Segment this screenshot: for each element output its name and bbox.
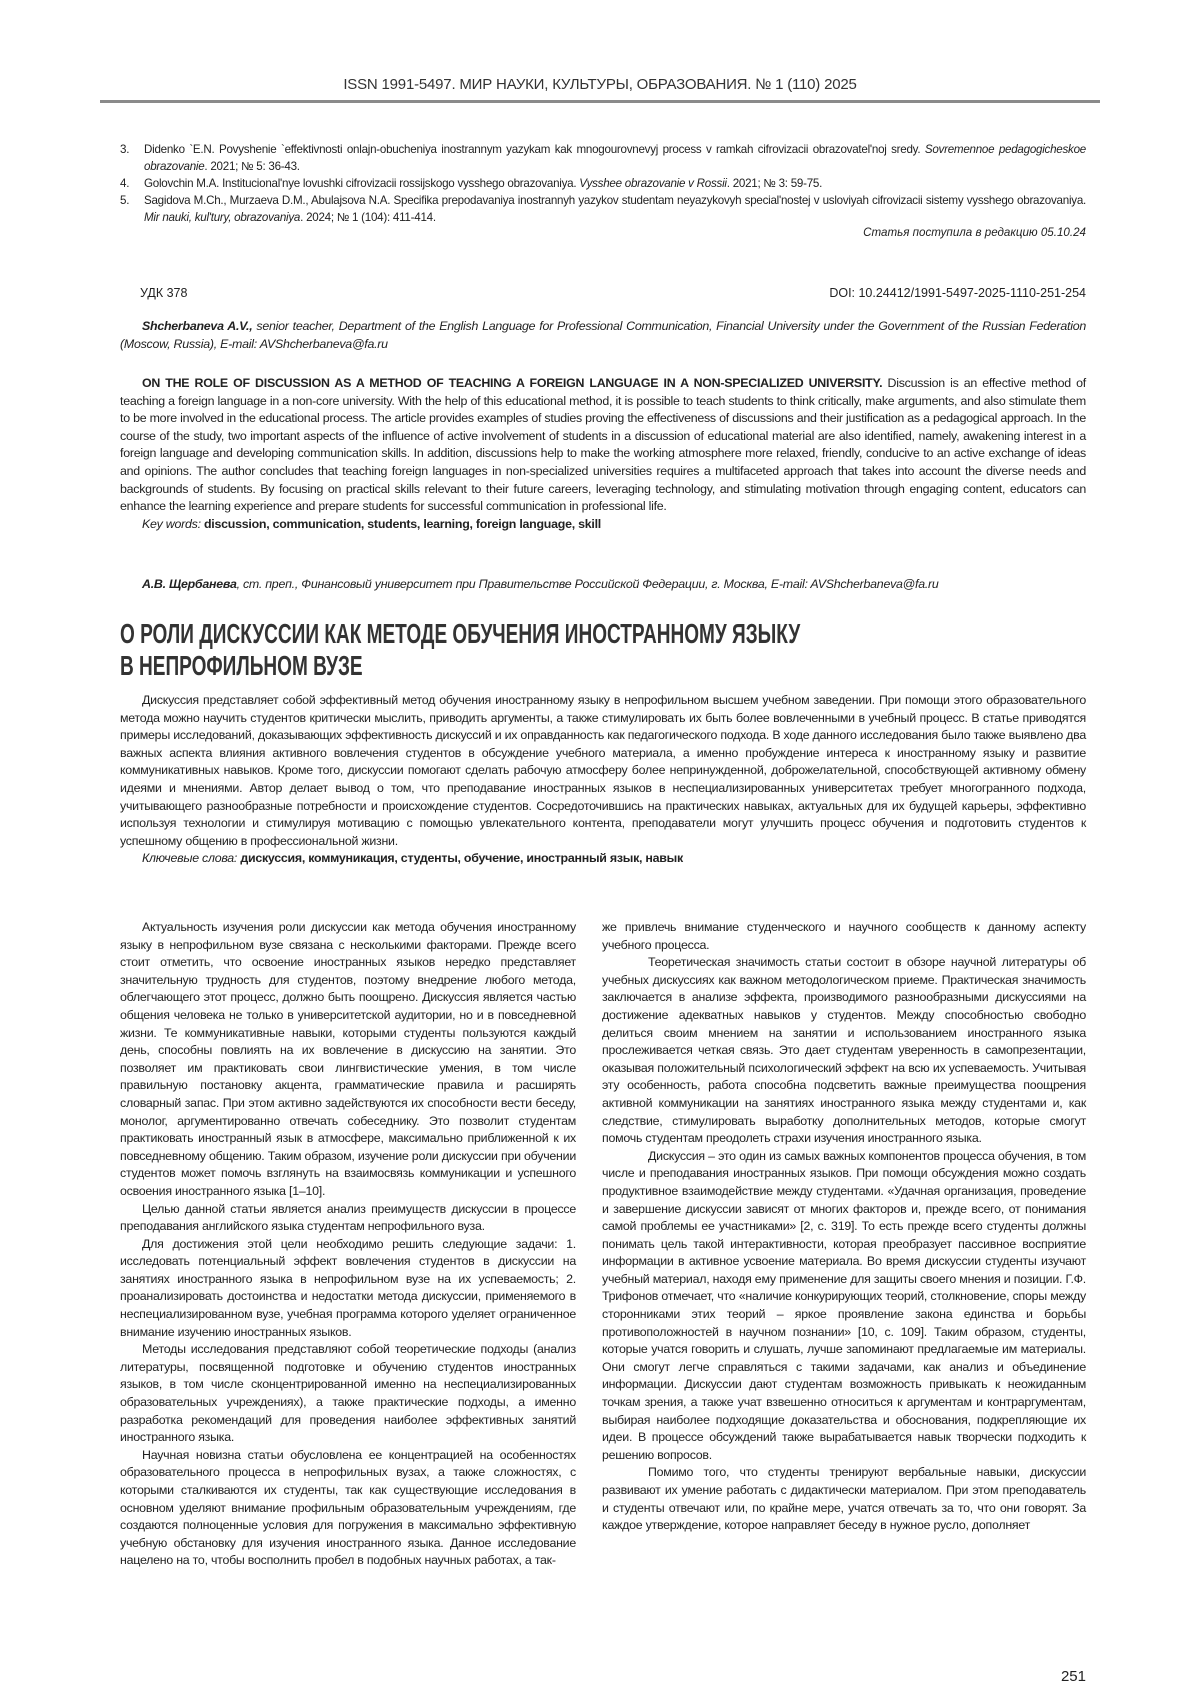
reference-text xyxy=(144,141,1086,175)
reference-item xyxy=(120,175,1086,192)
ru-abstract-text: Дискуссия представляет собой эффективный метод обучения иностранному языку в непрофильном высшем учебном заведении. При помощи этого образовательного метода можно научить студентов критически мыслить, приводить аргументы, а также стимулировать их быть более вовлеченными в учебный процесс. В статье приводятся примеры исследований, доказывающих эффективность дискуссий и их оправданность как педагогического подхода. В ходе данного исследования было также выявлено два важных аспекта влияния активного вовлечения студентов в обсуждение учебного материала, а именно пробуждение интереса к иностранному языку и развитие коммуникативных навыков. Кроме того, дискуссии помогают сделать рабочую атмосферу более непринужденной, доброжелательной, способствующей активному обмену идеями и мнениями. Автор делает вывод о том, что преподавание иностранных языков в неспециализированных университетах требует многогранного подхода, учитывающего разнообразные потребности и происхождение студентов. Сосредоточившись на практических навыках, актуальных для их будущей карьеры, эффективно используя технологии и стимулируя мотивацию с помощью увлекательного контента, преподаватели могут улучшить процесс обучения и подготовить студентов к успешному общению в профессиональной жизни. xyxy=(120,693,1086,848)
reference-item xyxy=(120,141,1086,175)
body-paragraph: Методы исследования представляют собой теоретические подходы (анализ литературы, посвященной подготовке и обучению студентов иностранных языков, в том числе сконцентрированной именно на неспециализированных образовательных учреждениях), а также практические подходы, а именно разработка рекомендаций для проведения наиболее эффективных занятий иностранного языка. xyxy=(120,1342,576,1445)
en-author-affiliation: senior teacher, Department of the English Language for Professional Communication, Financial University under the Government of the Russian Federation (Moscow, Russia), E-mail: AVShcherbaneva@fa.ru xyxy=(120,319,1087,351)
body-paragraph: Для достижения этой цели необходимо решить следующие задачи: 1. исследовать потенциальный эффект вовлечения студентов в дискуссии на занятиях иностранного языка в непрофильном вузе на их успеваемость; 2. проанализировать достоинства и недостатки метода дискуссии, применяемого в неспециализированном вузе, учебная программа которого уделяет ограниченное внимание изучению иностранных языков. xyxy=(120,1236,576,1339)
en-author-info xyxy=(120,318,1086,353)
reference-body: Didenko `E.N. Povyshenie `effektivnosti onlajn-obucheniya inostrannym yazykam kak mnogourovnevyj process v ramkah cifrovizacii obrazovatel'noj sredy. xyxy=(144,143,925,156)
body-paragraph: Целью данной статьи является анализ преимуществ дискуссии в процессе преподавания английского языка студентам непрофильного вуза. xyxy=(120,1201,576,1234)
received-date: Статья поступила в редакцию 05.10.24 xyxy=(863,226,1086,239)
reference-source: Sovremennoe pedagogicheskoe obrazovanie xyxy=(144,143,1086,173)
reference-item xyxy=(120,192,1086,226)
page-number: 251 xyxy=(1060,1668,1086,1685)
reference-tail: . 2024; № 1 (104): 411-414. xyxy=(300,211,436,224)
body-column-right xyxy=(602,919,1086,1535)
body-paragraph: Помимо того, что студенты тренируют вербальные навыки, дискуссии развивают их умение работать с дидактически материалом. При этом преподаватель и студенты отвечают или, по крайне мере, учатся отвечать за то, что они говорят. За каждое утверждение, которое направляет беседу в нужное русло, дополняет xyxy=(602,1465,1086,1533)
en-keywords: discussion, communication, students, learning, foreign language, skill xyxy=(200,516,601,531)
ru-keywords: дискуссия, коммуникация, студенты, обучение, иностранный язык, навык xyxy=(237,851,683,866)
body-paragraph: Дискуссия – это один из самых важных компонентов процесса обучения, в том числе и преподавания иностранных языков. При помощи обсуждения можно создать продуктивное взаимодействие между студентами. «Удачная организация, проведение и завершение дискуссии зависят от многих факторов и, прежде всего, от понимания самой проблемы ее участниками» [2, с. 319]. То есть прежде всего студенты должны понимать цель такой интерактивности, которая преобразует пассивное восприятие информации в активное усвоение материала. Во время дискуссии студенты изучают учебный материал, находя ему применение для защиты своего мнения и позиции. Г.Ф. Трифонов отмечает, что «наличие конкурирующих теорий, столкновение, споры между сторонниками этих теорий – яркое проявление закона единства и борьбы противоположностей в научном познании» [10, с. 109]. Таким образом, студенты, которые учатся говорить и слушать, лучше запоминают предлагаемые им материалы. Они смогут легче справляться с такими задачами, как анализ и объединение информации. Дискуссии дают студентам возможность привыкать к неожиданным точкам зрения, а также учат взвешенно относиться к аргументам и контраргументам, выбирая наиболее подходящие доказательства и обоснования, подкрепляющие их идеи. В процессе обсуждений также вырабатывается навык творчески подходить к решению вопросов. xyxy=(602,1148,1086,1462)
reference-source: Vysshee obrazovanie v Rossii xyxy=(579,177,727,190)
en-abstract-text: Discussion is an effective method of teaching a foreign language in a non-core university. With the help of this educational method, it is possible to teach students to think critically, make arguments, and also stimulate them to be more involved in the educational process. The article provides examples of studies proving the effectiveness of discussions and their justification as a pedagogical approach. In the course of the study, two important aspects of the influence of active involvement of students in a discussion of educational material are also identified, namely, awakening interest in a foreign language and developing communication skills. In addition, discussions help to make the working atmosphere more relaxed, friendly, conducive to an active exchange of ideas and opinions. The author concludes that teaching foreign languages in non-specialized universities requires a multifaceted approach that takes into account the diverse needs and backgrounds of students. By focusing on practical skills relevant to their future careers, leveraging technology, and stimulating motivation through engaging content, educators can enhance the learning experience and prepare students for successful communication in professional life. xyxy=(120,376,1086,514)
article-title-line: В НЕПРОФИЛЬНОМ ВУЗЕ xyxy=(120,650,363,681)
reference-body: Golovchin M.A. Institucional'nye lovushki cifrovizacii rossijskogo vysshego obrazovaniya. xyxy=(144,177,580,190)
reference-number: 3. xyxy=(120,143,130,156)
en-title: ON THE ROLE OF DISCUSSION AS A METHOD OF TEACHING A FOREIGN LANGUAGE IN A NON-SPECIALIZED UNIVERSITY. xyxy=(142,376,883,390)
en-keywords-label: Key words: xyxy=(142,516,201,531)
body-paragraph: Теоретическая значимость статьи состоит в обзоре научной литературы об учебных дискуссиях как важном методологическом приеме. Практическая значимость заключается в анализе эффекта, производимого разнообразными дискуссиями на достижение адекватных навыков у студентов. Между способностью свободно делиться своим мнением на занятии и использованием иностранного языка прослеживается четкая связь. Это дает студентам уверенность в самопрезентации, оказывая положительный психологический эффект на всю их успеваемость. Учитывая эту особенность, работа способна подсветить важные преимущества поощрения активной коммуникации на занятиях иностранного языка между студентами и, как следствие, стимулировать выработку дополнительных методов, которые смогут помочь студентам преодолеть страхи изучения иностранного языка. xyxy=(602,955,1086,1146)
en-author-name: Shcherbaneva A.V., xyxy=(142,319,253,333)
body-paragraph: Научная новизна статьи обусловлена ее концентрацией на особенностях образовательного процесса в непрофильных вузах, а также сложностях, с которыми сталкиваются их студенты, так как существующие исследования в основном уделяют внимание профильным образовательным учреждениям, где создаются полноценные условия для погружения в максимально эффективную учебную обстановку для изучения иностранного языка. Данное исследование нацелено на то, чтобы восполнить пробел в подобных научных работах, а так- xyxy=(120,1447,576,1568)
reference-number: 4. xyxy=(120,177,130,190)
reference-text xyxy=(144,192,1086,226)
reference-list xyxy=(120,141,1086,226)
reference-number: 5. xyxy=(120,194,130,207)
body-paragraph: Актуальность изучения роли дискуссии как метода обучения иностранному языку в непрофильном вузе связана с несколькими факторами. Прежде всего стоит отметить, что освоение иностранных языков нередко представляет значительную трудность для студентов, поэтому внедрение любого метода, облегчающего этот процесс, должно быть поощрено. Дискуссия является частью общения человека не только в университетской аудитории, но и в повседневной жизни. Те коммуникативные навыки, которыми студенты пользуются каждый день, способны повлиять на их вовлечение в дискуссию на занятии. Это позволяет им практиковать свои лингвистические умения, в том числе правильную постановку акцента, грамматические правила и расширять словарный запас. При этом активно задействуются их способности вести беседу, монолог, аргументированно отвечать собеседнику. Это позволит студентам практиковать иностранный язык в атмосфере, максимально приближенной к их повседневному общению. Таким образом, изучение роли дискуссии при обучении студентов может помочь взглянуть на взаимосвязь коммуникации и успешного освоения иностранного языка [1–10]. xyxy=(120,920,576,1198)
reference-tail: . 2021; № 5: 36-43. xyxy=(204,160,300,173)
doi: DOI: 10.24412/1991-5497-2025-1110-251-254 xyxy=(829,286,1086,300)
ru-author-name: А.В. Щербанева xyxy=(142,577,237,591)
udk-code: УДК 378 xyxy=(140,286,188,300)
body-paragraph: же привлечь внимание студенческого и научного сообществ к данному аспекту учебного процесса. xyxy=(602,920,1086,952)
reference-tail: . 2021; № 3: 59-75. xyxy=(726,177,823,190)
article-title xyxy=(120,618,800,682)
ru-author-info xyxy=(120,576,1086,594)
reference-body: Sagidova M.Ch., Murzaeva D.M., Abulajsova N.A. Specifika prepodavaniya inostrannyh yazykov studentam neyazykovyh special'nostej v usloviyah cifrovizacii sistemy vysshego obrazovaniya. xyxy=(144,194,1086,207)
ru-abstract xyxy=(120,692,1086,868)
header-rule xyxy=(100,100,1100,103)
ru-author-affiliation: , ст. преп., Финансовый университет при Правительстве Российской Федерации, г. Москва, E-mail: AVShcherbaneva@fa.ru xyxy=(236,577,939,591)
reference-text xyxy=(144,175,1086,192)
en-abstract xyxy=(120,375,1086,533)
ru-keywords-label: Ключевые слова: xyxy=(142,851,238,866)
body-column-left xyxy=(120,919,576,1570)
reference-source: Mir nauki, kul'tury, obrazovaniya xyxy=(144,211,301,224)
article-title-line: О РОЛИ ДИСКУССИИ КАК МЕТОДЕ ОБУЧЕНИЯ ИНОСТРАННОМУ ЯЗЫКУ xyxy=(120,618,801,649)
running-header: ISSN 1991-5497. МИР НАУКИ, КУЛЬТУРЫ, ОБРАЗОВАНИЯ. № 1 (110) 2025 xyxy=(343,76,857,93)
